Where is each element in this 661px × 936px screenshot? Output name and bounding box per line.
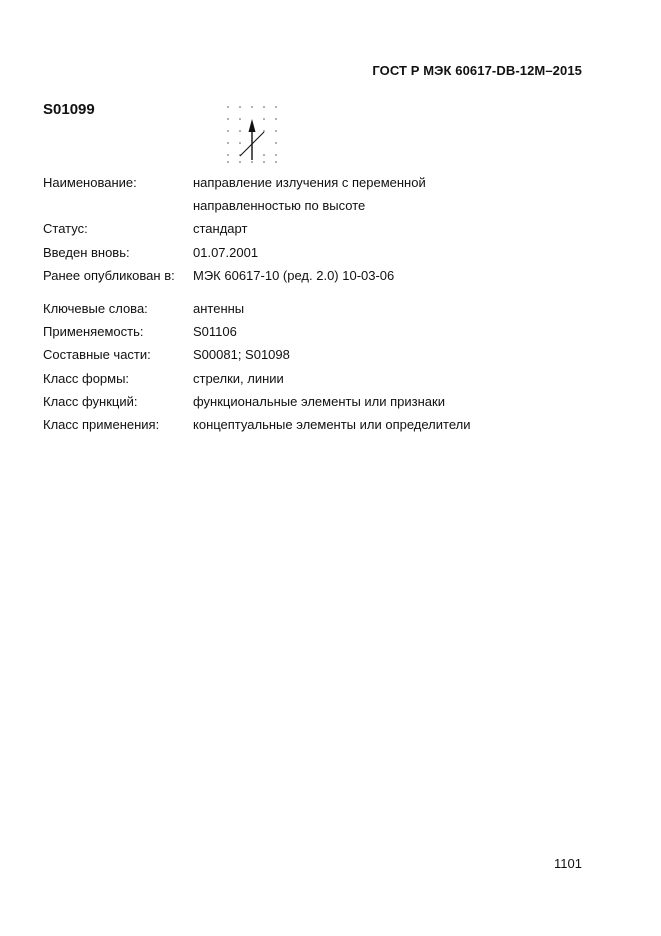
property-row-introduced: [43, 241, 471, 264]
property-row-keywords: [43, 297, 471, 320]
property-row-name: [43, 171, 471, 194]
property-value: 01.07.2001: [193, 244, 259, 260]
property-value: направление излучения с переменной: [193, 175, 426, 190]
symbol-figure: [222, 104, 282, 164]
symbol-code: S01099: [43, 101, 95, 118]
property-label: Наименование:: [43, 175, 137, 190]
property-value: стандарт: [193, 221, 248, 237]
property-label: Класс функций:: [43, 393, 138, 409]
property-row-applicability: [43, 320, 471, 343]
property-value: концептуальные элементы или определители: [193, 416, 471, 432]
property-row-shape-class: [43, 367, 471, 390]
property-label: [43, 194, 193, 217]
symbol-properties: [43, 171, 471, 436]
property-label: Ранее опубликован в:: [43, 267, 175, 283]
property-row-application-class: [43, 413, 471, 436]
property-label: Статус:: [43, 221, 88, 237]
property-value: стрелки, линии: [193, 370, 284, 386]
section-gap: [43, 287, 471, 297]
page-number: 1101: [554, 856, 582, 871]
property-value: МЭК 60617-10 (ред. 2.0) 10-03-06: [193, 267, 395, 283]
property-row-previously-published: [43, 264, 471, 287]
property-row-components: [43, 343, 471, 366]
property-label: Ключевые слова:: [43, 300, 148, 316]
property-label: Введен вновь:: [43, 244, 130, 260]
property-value: антенны: [193, 300, 245, 316]
document-header: ГОСТ Р МЭК 60617-DB-12M–2015: [372, 63, 582, 78]
property-value: направленностью по высоте: [193, 198, 366, 214]
property-value: функциональные элементы или признаки: [193, 393, 445, 409]
property-row-name-cont: [43, 194, 471, 217]
property-row-function-class: [43, 390, 471, 413]
property-label: Класс формы:: [43, 370, 130, 386]
property-label: Класс применения:: [43, 416, 160, 432]
property-label: Применяемость:: [43, 324, 144, 340]
property-value: S01106: [193, 324, 237, 340]
property-value: S00081; S01098: [193, 347, 290, 363]
variable-elevation-radiation-direction-arrow-icon: [222, 104, 282, 164]
property-row-status: [43, 217, 471, 240]
property-label: Составные части:: [43, 347, 151, 363]
